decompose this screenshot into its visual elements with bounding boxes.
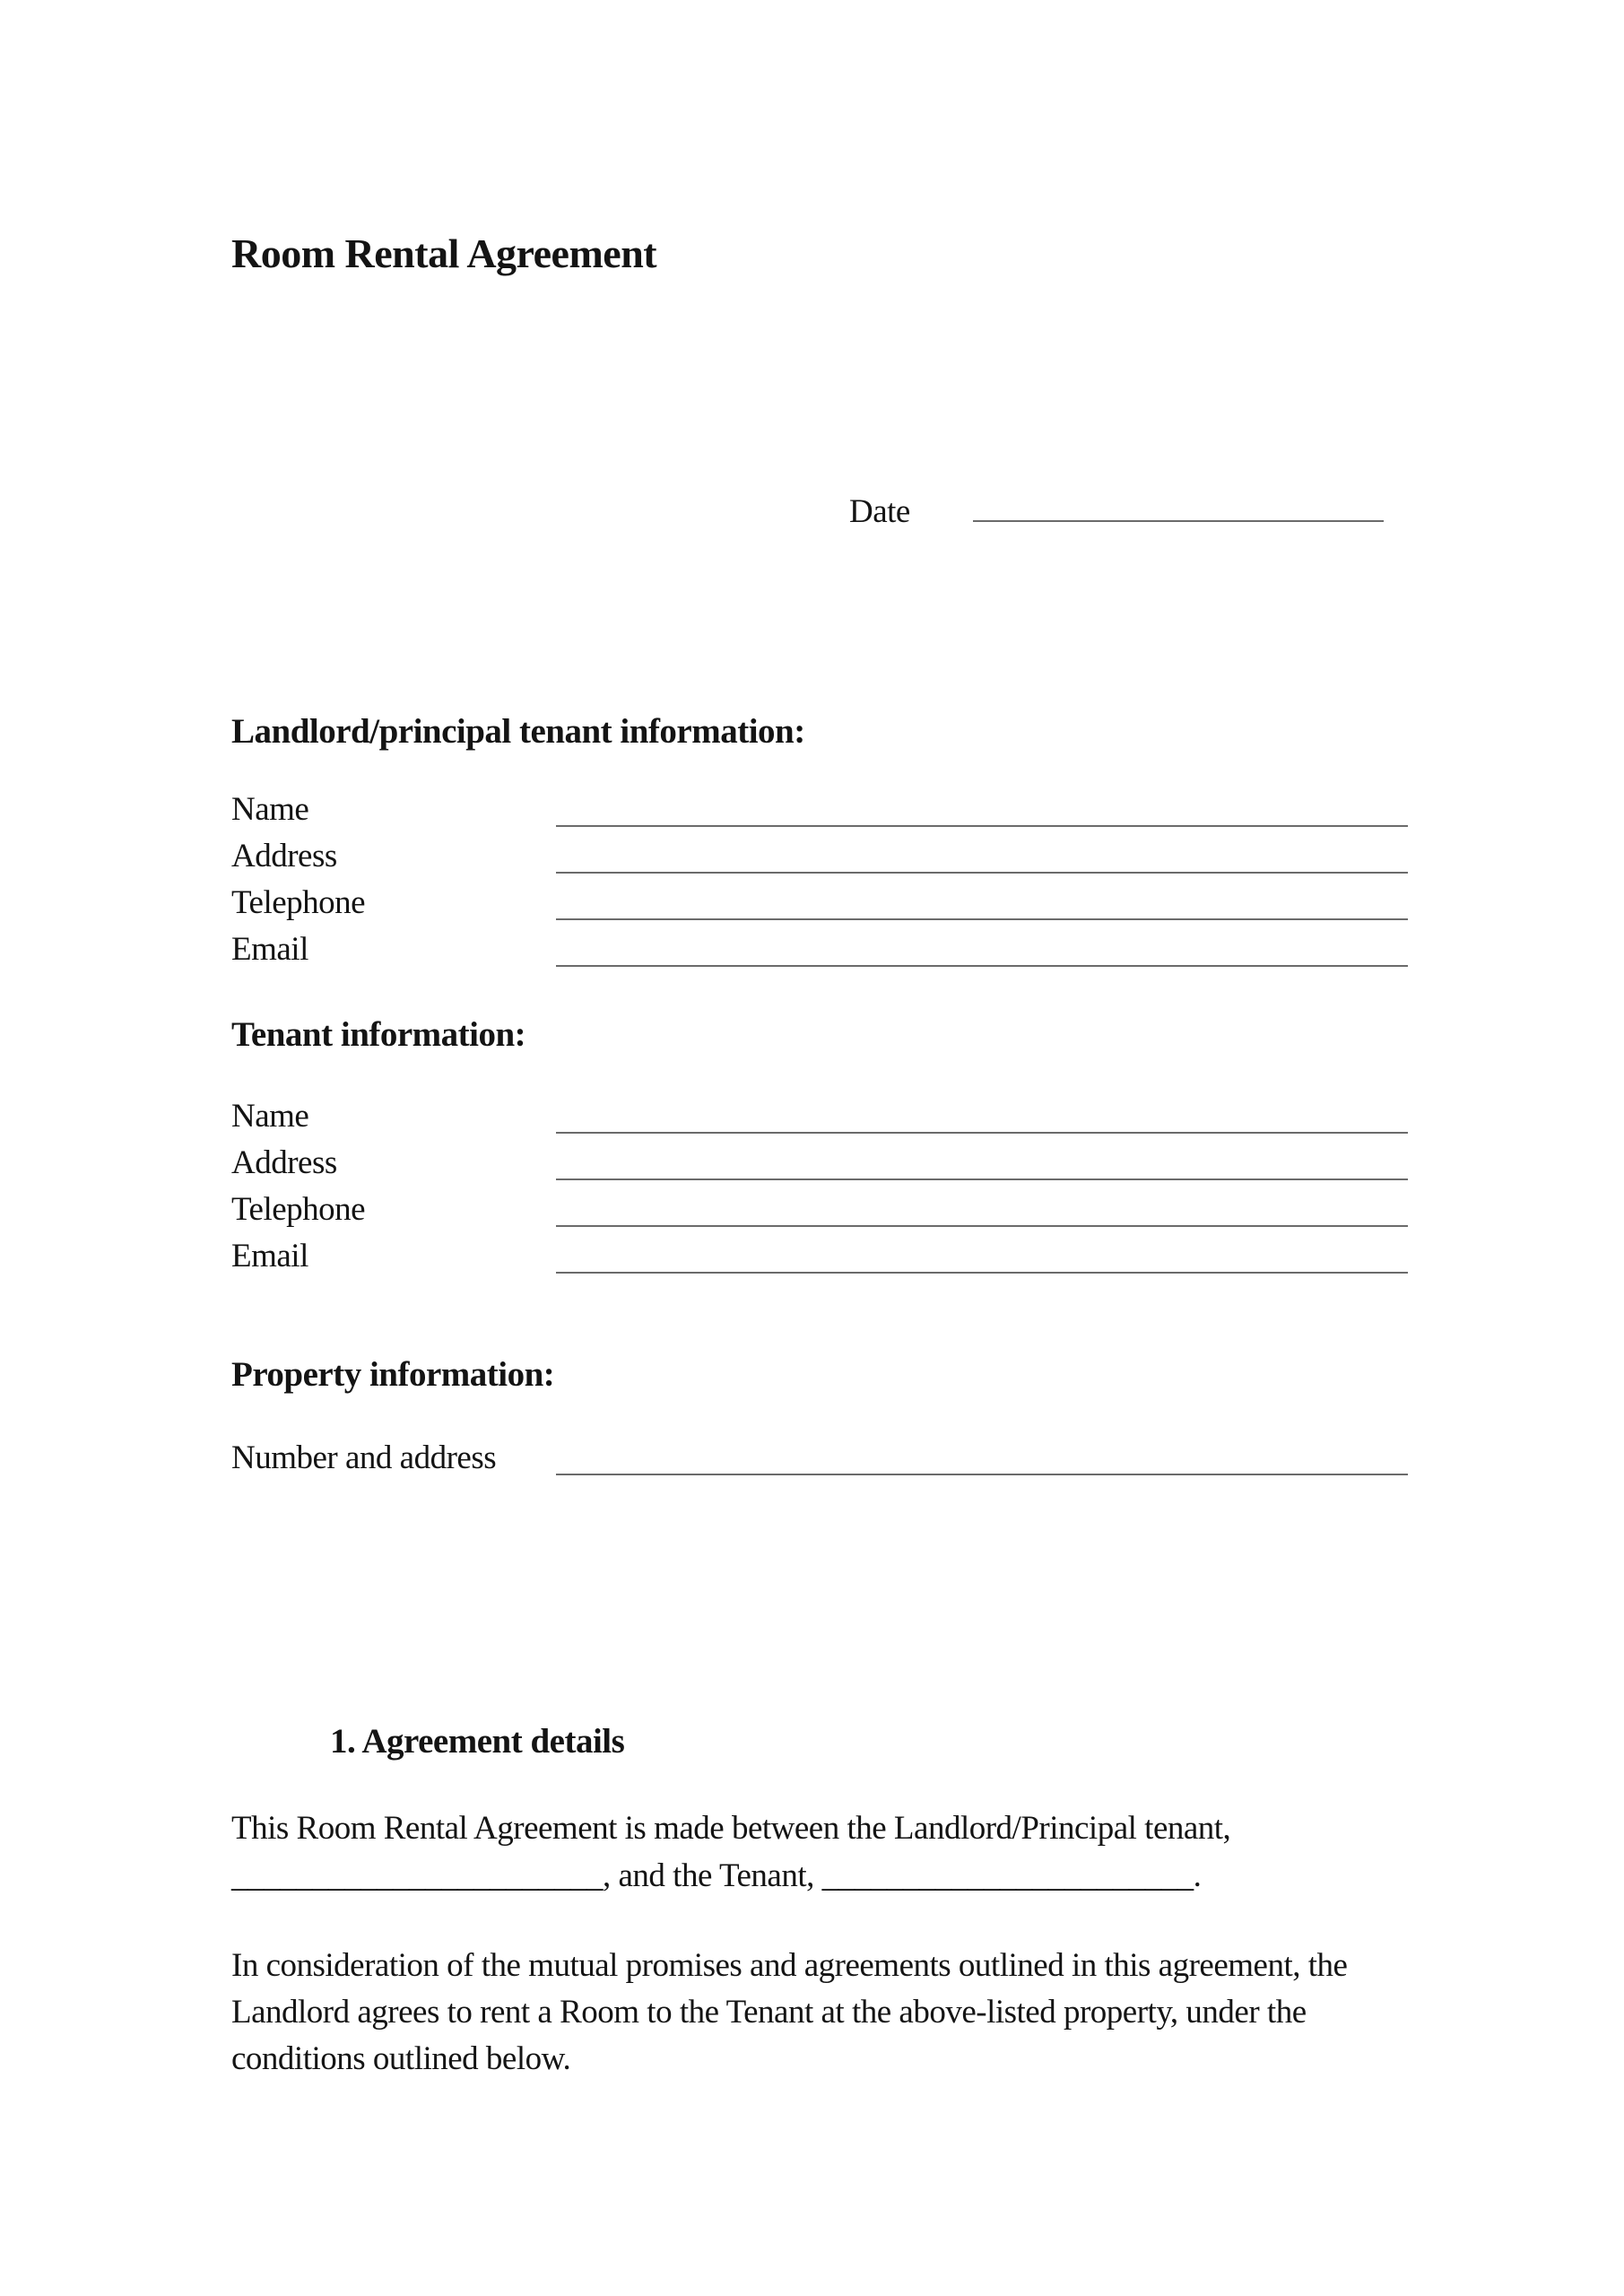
landlord-email-label: Email: [231, 931, 308, 968]
property-fields: [231, 1435, 1408, 1482]
property-address-label: Number and address: [231, 1439, 497, 1476]
landlord-address-label: Address: [231, 838, 337, 874]
property-address-row: [231, 1435, 1408, 1482]
agreement-paragraph-1-line-1: This Room Rental Agreement is made between the Landlord/Principal tenant,: [231, 1810, 1231, 1847]
agreement-paragraph-2-line-3: conditions outlined below.: [231, 2040, 571, 2077]
landlord-fields: [231, 787, 1408, 973]
tenant-address-label: Address: [231, 1144, 337, 1181]
date-label: Date: [849, 493, 910, 530]
landlord-telephone-label: Telephone: [231, 884, 366, 921]
agreement-landlord-name-blank: _______________________: [231, 1857, 603, 1894]
landlord-telephone-row: [231, 880, 1408, 926]
agreement-details-heading: 1. Agreement details: [330, 1722, 625, 1761]
tenant-address-line[interactable]: [556, 1178, 1408, 1180]
agreement-paragraph-2-line-1: In consideration of the mutual promises and agreements outlined in this agreement, the: [231, 1947, 1348, 1984]
tenant-telephone-row: [231, 1187, 1408, 1233]
date-line[interactable]: [973, 520, 1384, 522]
property-address-line[interactable]: [556, 1474, 1408, 1475]
tenant-email-label: Email: [231, 1238, 308, 1274]
agreement-paragraph-2: [231, 1943, 1505, 2083]
agreement-paragraph-1: [231, 1805, 1505, 1900]
agreement-paragraph-1-mid-text: , and the Tenant,: [603, 1857, 822, 1894]
agreement-paragraph-1-line-2: [231, 1852, 1505, 1900]
property-section-heading: Property information:: [231, 1355, 555, 1394]
landlord-email-row: [231, 926, 1408, 973]
landlord-address-line[interactable]: [556, 872, 1408, 874]
tenant-name-line[interactable]: [556, 1132, 1408, 1134]
landlord-address-row: [231, 833, 1408, 880]
tenant-name-row: [231, 1093, 1408, 1140]
tenant-name-label: Name: [231, 1098, 309, 1135]
tenant-email-row: [231, 1233, 1408, 1280]
landlord-name-line[interactable]: [556, 825, 1408, 827]
landlord-name-row: [231, 787, 1408, 833]
date-row: [0, 488, 1624, 535]
agreement-tenant-name-blank: _______________________: [821, 1857, 1194, 1894]
tenant-telephone-line[interactable]: [556, 1225, 1408, 1227]
landlord-name-label: Name: [231, 791, 309, 828]
agreement-paragraph-1-end-text: .: [1193, 1857, 1202, 1894]
tenant-fields: [231, 1093, 1408, 1280]
document-title: Room Rental Agreement: [231, 230, 657, 276]
tenant-address-row: [231, 1140, 1408, 1187]
agreement-paragraph-2-line-2: Landlord agrees to rent a Room to the Tenant at the above-listed property, under the: [231, 1994, 1307, 2031]
landlord-telephone-line[interactable]: [556, 918, 1408, 920]
landlord-section-heading: Landlord/principal tenant information:: [231, 712, 805, 751]
landlord-email-line[interactable]: [556, 965, 1408, 967]
tenant-telephone-label: Telephone: [231, 1191, 366, 1228]
tenant-section-heading: Tenant information:: [231, 1015, 526, 1054]
tenant-email-line[interactable]: [556, 1272, 1408, 1274]
